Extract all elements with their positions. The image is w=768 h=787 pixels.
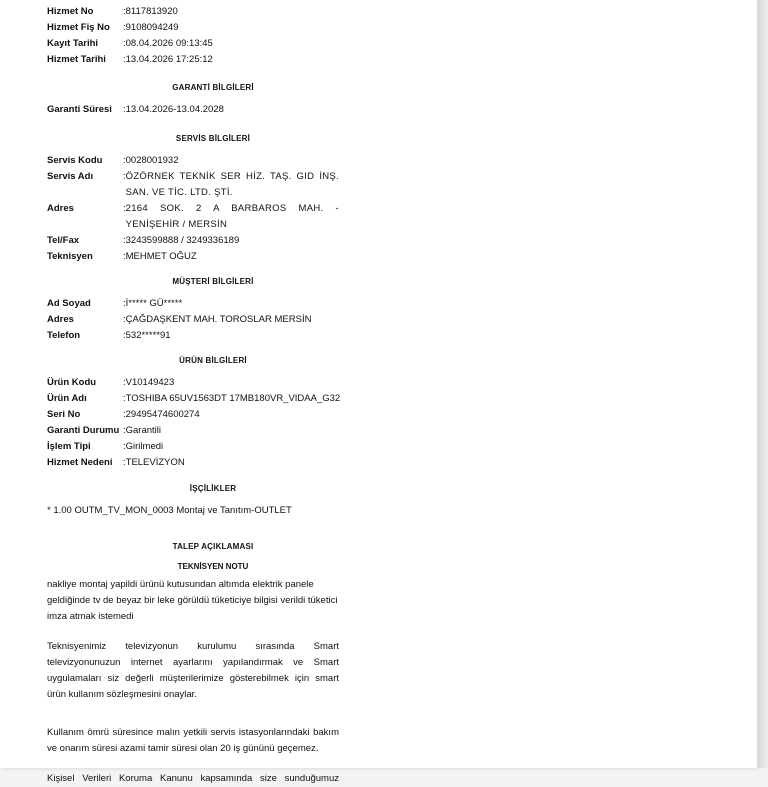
field-label: Tel/Fax xyxy=(47,235,80,246)
field-label: Hizmet No xyxy=(47,6,94,17)
field-label: Servis Kodu xyxy=(47,155,103,166)
section-subtitle-technician-note: TEKNİSYEN NOTU xyxy=(177,562,249,571)
field-label: Telefon xyxy=(47,330,81,341)
smart-tv-paragraph: Teknisyenimiz televizyonun kurulumu sırasında Smart televizyonunuzun internet ayarlarını yapılandırmak ve Smart uygulamaları siz değerli müşterilerimize gösterebilmek için smart ürün kullanım sözleşmesini onaylar. xyxy=(47,641,339,700)
field-value: :8117813920 xyxy=(123,6,178,17)
product-process-type-row xyxy=(47,439,339,455)
service-tel-row xyxy=(47,233,339,249)
technician-note: nakliye montaj yapildi ürünü kutusundan altımda elektrik panele geldiğinde tv de beyaz bir leke görüldü tüketiciye bilgisi verildi tüketici imza atmak istemedi xyxy=(47,579,338,622)
document-content xyxy=(47,4,339,787)
field-value: :TOSHIBA 65UV1563DT 17MB180VR_VIDAA_G32 xyxy=(123,393,341,404)
field-value: :İ***** GÜ***** xyxy=(123,298,183,309)
field-label: Hizmet Fiş No xyxy=(47,22,110,33)
field-label: Seri No xyxy=(47,409,81,420)
field-value: :TELEVİZYON xyxy=(123,457,185,468)
field-value: :13.04.2026 17:25:12 xyxy=(123,54,213,65)
field-value: :08.04.2026 09:13:45 xyxy=(123,38,213,49)
field-value: :V10149423 xyxy=(123,377,175,388)
field-value: :3243599888 / 3249336189 xyxy=(123,235,240,246)
field-label: Ad Soyad xyxy=(47,298,91,309)
product-name-row xyxy=(47,391,339,407)
service-technician-row xyxy=(47,249,339,265)
field-value: :0028001932 xyxy=(123,155,179,166)
field-label: Adres xyxy=(47,203,74,214)
warranty-row xyxy=(47,102,339,118)
customer-name-row xyxy=(47,296,339,312)
field-value: 2164 SOK. 2 A BARBAROS MAH. - YENİŞEHİR / MERSİN xyxy=(125,203,339,230)
field-value: :29495474600274 xyxy=(123,409,200,420)
field-label: Servis Adı xyxy=(47,171,94,182)
service-code-row xyxy=(47,153,339,169)
header-row-service-no xyxy=(47,4,339,20)
section-title-labor: İŞÇİLİKLER xyxy=(189,484,237,493)
section-title-customer: MÜŞTERİ BİLGİLERİ xyxy=(172,277,254,286)
field-value: :532*****91 xyxy=(123,330,171,341)
product-code-row xyxy=(47,375,339,391)
field-value: ÖZÖRNEK TEKNİK SER HİZ. TAŞ. GID İNŞ. SAN. VE TİC. LTD. ŞTİ. xyxy=(125,171,339,198)
field-label: Kayıt Tarihi xyxy=(47,38,99,49)
labor-item: * 1.00 OUTM_TV_MON_0003 Montaj ve Tanıtım-OUTLET xyxy=(47,505,292,516)
product-warranty-status-row xyxy=(47,423,339,439)
field-value: :13.04.2026-13.04.2028 xyxy=(123,104,224,115)
field-label: Hizmet Tarihi xyxy=(47,54,106,65)
header-row-service-date xyxy=(47,52,339,68)
field-label: Garanti Durumu xyxy=(47,425,120,436)
section-title-request: TALEP AÇIKLAMASI xyxy=(172,542,254,551)
field-value: :MEHMET OĞUZ xyxy=(123,251,197,262)
field-label: Ürün Kodu xyxy=(47,377,97,388)
page-edge-shadow xyxy=(757,0,768,768)
product-serial-row xyxy=(47,407,339,423)
section-title-warranty: GARANTİ BİLGİLERİ xyxy=(172,83,254,92)
header-row-record-date xyxy=(47,36,339,52)
header-row-receipt-no xyxy=(47,20,339,36)
customer-address-row xyxy=(47,312,339,328)
field-label: Garanti Süresi xyxy=(47,104,112,115)
product-service-reason-row xyxy=(47,455,339,471)
section-title-service: SERVİS BİLGİLERİ xyxy=(175,134,251,143)
field-label: İşlem Tipi xyxy=(47,441,91,452)
field-label: Hizmet Nedeni xyxy=(47,457,113,468)
service-name-row: Servis Adı : ÖZÖRNEK TEKNİK SER HİZ. TAŞ. GID İNŞ. SAN. VE TİC. LTD. ŞTİ. xyxy=(47,169,339,201)
section-title-product: ÜRÜN BİLGİLERİ xyxy=(179,356,247,365)
kvkk-paragraph: Kişisel Verileri Koruma Kanunu kapsamında size sunduğumuz xyxy=(47,773,339,784)
service-duration-paragraph: Kullanım ömrü süresince malın yetkili servis istasyonlarındaki bakım ve onarım süresi azami tamir süresi olan 20 iş gününü geçemez. xyxy=(47,727,339,754)
field-value: :ÇAĞDAŞKENT MAH. TOROSLAR MERSİN xyxy=(123,314,312,325)
field-value: :Garantili xyxy=(123,425,162,436)
field-label: Adres xyxy=(47,314,74,325)
service-address-row: Adres : 2164 SOK. 2 A BARBAROS MAH. - YENİŞEHİR / MERSİN xyxy=(47,201,339,233)
field-label: Ürün Adı xyxy=(47,393,87,404)
field-value: :9108094249 xyxy=(123,22,179,33)
field-value: :Girilmedi xyxy=(123,441,164,452)
customer-phone-row xyxy=(47,328,339,344)
field-label: Teknisyen xyxy=(47,251,93,262)
